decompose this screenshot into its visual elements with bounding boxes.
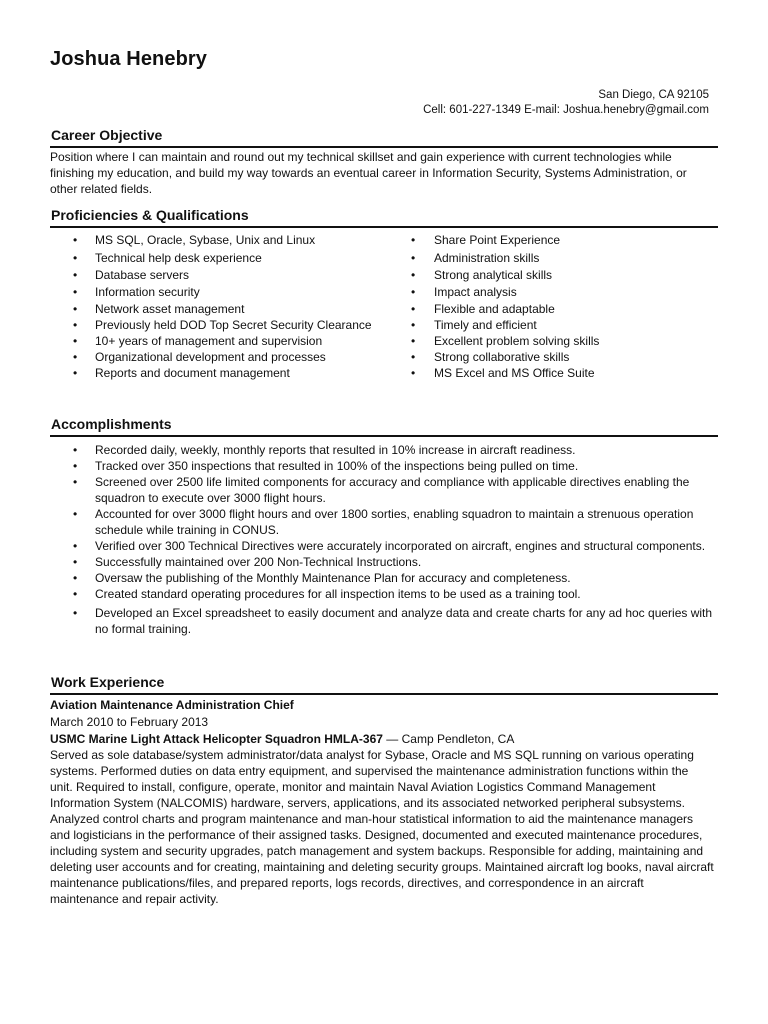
section-title-accomplishments: Accomplishments bbox=[51, 416, 172, 432]
accomplishments-list bbox=[50, 442, 718, 637]
bullet-icon: • bbox=[73, 366, 78, 380]
list-item: • Tracked over 350 inspections that resulted in 100% of the inspections being pulled on time. bbox=[73, 459, 579, 473]
list-item: • Administration skills bbox=[411, 251, 540, 265]
bullet-icon: • bbox=[73, 606, 78, 620]
bullet-icon: • bbox=[411, 233, 416, 247]
employer-separator: — bbox=[382, 732, 402, 746]
employer-name: USMC Marine Light Attack Helicopter Squadron HMLA-367 bbox=[50, 732, 383, 746]
section-divider bbox=[50, 435, 718, 437]
career-objective-section bbox=[50, 126, 718, 197]
list-item: • Screened over 2500 life limited components for accuracy and compliance with applicable directives enabling the squadron to execute over 3000 flight hours. bbox=[73, 475, 690, 505]
list-item: • Verified over 300 Technical Directives were accurately incorporated on aircraft, engines and structural components. bbox=[73, 539, 706, 553]
list-item: • Database servers bbox=[73, 268, 190, 282]
bullet-icon: • bbox=[411, 366, 416, 380]
bullet-icon: • bbox=[73, 459, 78, 473]
contact-block bbox=[423, 88, 709, 118]
list-item: • Oversaw the publishing of the Monthly Maintenance Plan for accuracy and completeness. bbox=[73, 571, 571, 585]
section-title-work-experience: Work Experience bbox=[51, 674, 165, 690]
list-item: • MS SQL, Oracle, Sybase, Unix and Linux bbox=[73, 233, 316, 247]
bullet-icon: • bbox=[73, 268, 78, 282]
list-item: • Information security bbox=[73, 285, 200, 299]
bullet-icon: • bbox=[411, 302, 416, 316]
bullet-icon: • bbox=[73, 302, 78, 316]
list-item: • Previously held DOD Top Secret Security Clearance bbox=[73, 318, 372, 332]
bullet-icon: • bbox=[73, 443, 78, 457]
candidate-name: Joshua Henebry bbox=[50, 48, 208, 70]
list-item: • Excellent problem solving skills bbox=[411, 334, 600, 348]
list-item: • Recorded daily, weekly, monthly reports that resulted in 10% increase in aircraft readiness. bbox=[73, 443, 576, 457]
bullet-icon: • bbox=[73, 350, 78, 364]
bullet-icon: • bbox=[411, 334, 416, 348]
bullet-icon: • bbox=[73, 334, 78, 348]
bullet-icon: • bbox=[73, 475, 78, 489]
job-title: Aviation Maintenance Administration Chief bbox=[50, 698, 294, 712]
job-dates: March 2010 to February 2013 bbox=[50, 715, 209, 729]
employer-line bbox=[50, 731, 718, 747]
bullet-icon: • bbox=[73, 285, 78, 299]
bullet-icon: • bbox=[73, 587, 78, 601]
list-item: • Timely and efficient bbox=[411, 318, 537, 332]
bullet-icon: • bbox=[73, 555, 78, 569]
proficiencies-section bbox=[50, 206, 718, 381]
proficiencies-left-list bbox=[50, 232, 410, 381]
accomplishments-section bbox=[50, 415, 718, 637]
bullet-icon: • bbox=[73, 251, 78, 265]
proficiencies-right-list bbox=[410, 232, 710, 381]
list-item: • Developed an Excel spreadsheet to easily document and analyze data and create charts for any ad hoc queries with no formal training. bbox=[73, 606, 713, 636]
bullet-icon: • bbox=[73, 571, 78, 585]
list-item: • Flexible and adaptable bbox=[411, 302, 555, 316]
address: San Diego, CA 92105 bbox=[598, 89, 709, 101]
bullet-icon: • bbox=[73, 318, 78, 332]
list-item: • 10+ years of management and supervision bbox=[73, 334, 323, 348]
contact-line: Cell: 601-227-1349 E-mail: Joshua.henebry@gmail.com bbox=[423, 104, 709, 116]
list-item: • Created standard operating procedures for all inspection items to be used as a training tool. bbox=[73, 587, 581, 601]
bullet-icon: • bbox=[411, 268, 416, 282]
bullet-icon: • bbox=[73, 233, 78, 247]
list-item: • Network asset management bbox=[73, 302, 245, 316]
bullet-icon: • bbox=[73, 539, 78, 553]
bullet-icon: • bbox=[73, 507, 78, 521]
bullet-icon: • bbox=[411, 350, 416, 364]
list-item: • Strong analytical skills bbox=[411, 268, 553, 282]
list-item: • Impact analysis bbox=[411, 285, 517, 299]
section-divider bbox=[50, 146, 718, 148]
bullet-icon: • bbox=[411, 285, 416, 299]
list-item: • Strong collaborative skills bbox=[411, 350, 570, 364]
bullet-icon: • bbox=[411, 251, 416, 265]
section-divider bbox=[50, 226, 718, 228]
list-item: • Share Point Experience bbox=[411, 233, 561, 247]
list-item: • Reports and document management bbox=[73, 366, 290, 380]
proficiencies-columns bbox=[50, 232, 718, 381]
job-description: Served as sole database/system administrator/data analyst for Sybase, Oracle and MS SQL running on various operating systems. Performed duties on data entry equipment, and supervised the maintenance administration functions within the unit. Required to install, configure, operate, monitor and maintain Naval Aviation Logistics Command Management Information System (NALCOMIS) hardware, servers, applications, and its associated networked peripheral subsystems. Analyzed control charts and program maintenance and man-hour statistical information to aid the maintenance managers and logisticians in the performance of their assigned tasks. Designed, documented and executed maintenance procedures, including system and security upgrades, patch management and system backups. Responsible for adding, maintaining and deleting user accounts and for creating, maintaining and deleting security groups. Maintained aircraft log books, naval aircraft maintenance publications/files, and prepared reports, logs records, directives, and correspondence in an aircraft maintenance and repair activity. bbox=[50, 748, 714, 906]
list-item: • Technical help desk experience bbox=[73, 251, 262, 265]
work-experience-section bbox=[50, 673, 718, 907]
bullet-icon: • bbox=[411, 318, 416, 332]
list-item: • Organizational development and processes bbox=[73, 350, 326, 364]
list-item: • MS Excel and MS Office Suite bbox=[411, 366, 595, 380]
job-location: Camp Pendleton, CA bbox=[401, 732, 515, 746]
section-divider bbox=[50, 693, 718, 695]
section-title-career-objective: Career Objective bbox=[51, 127, 163, 143]
list-item: • Accounted for over 3000 flight hours and over 1800 sorties, enabling squadron to maintain a strenuous operation schedule while training in CONUS. bbox=[73, 507, 694, 537]
list-item: • Successfully maintained over 200 Non-Technical Instructions. bbox=[73, 555, 422, 569]
section-title-proficiencies: Proficiencies & Qualifications bbox=[51, 207, 249, 223]
career-objective-text: Position where I can maintain and round out my technical skillset and gain experience with current technologies while finishing my education, and build my way towards an eventual career in Information Security, Systems Administration, or other related fields. bbox=[50, 150, 687, 196]
